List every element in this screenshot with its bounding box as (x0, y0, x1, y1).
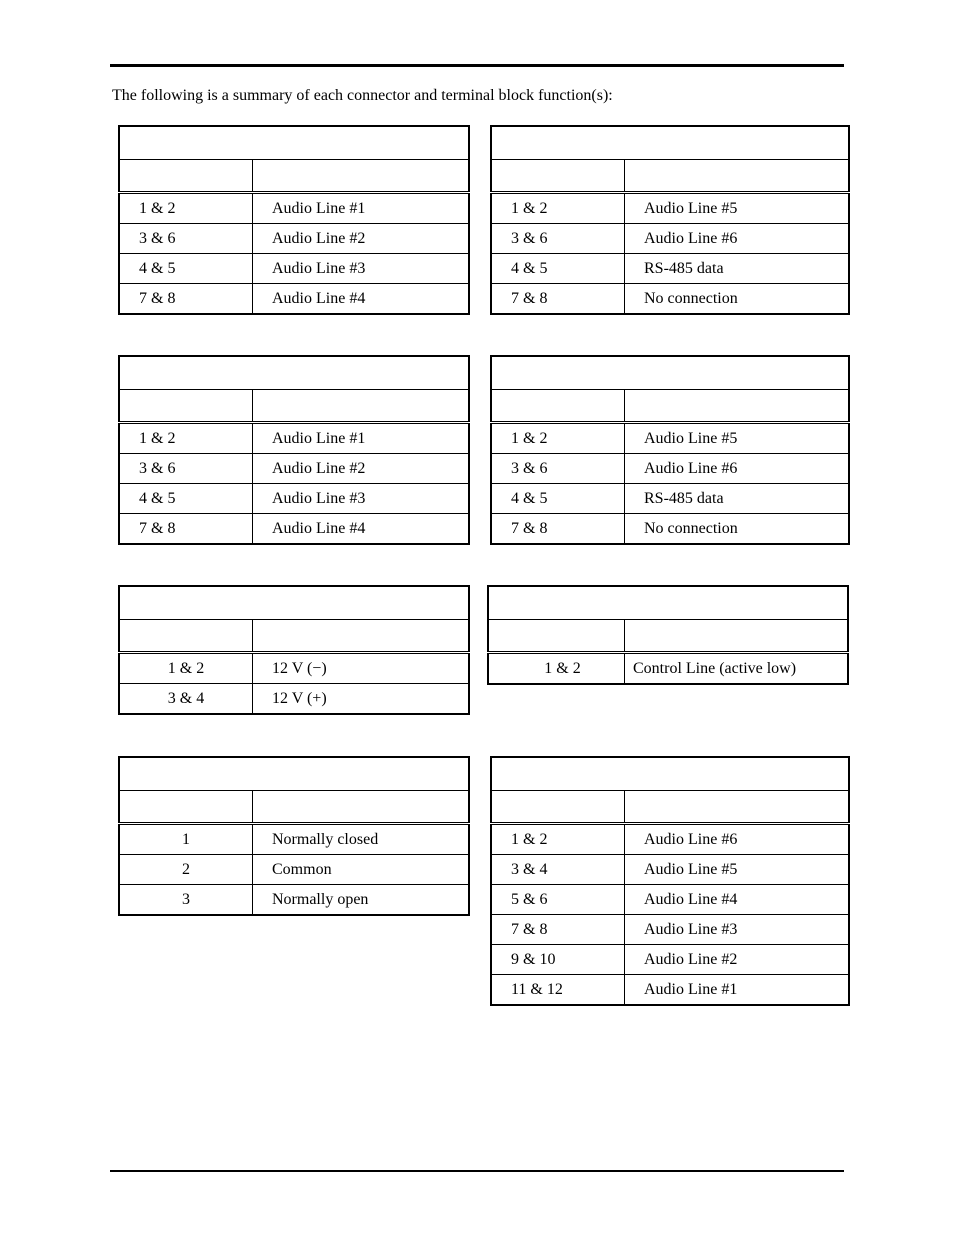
function-cell: RS-485 data (644, 489, 724, 507)
table-row (491, 824, 849, 855)
pin-cell: 1 (182, 830, 190, 848)
function-cell: Audio Line #2 (644, 950, 738, 968)
table-title (491, 757, 849, 791)
pin-cell: 4 & 5 (511, 489, 548, 507)
function-cell: Normally closed (272, 830, 379, 848)
table-row (491, 484, 849, 514)
table-row (491, 945, 849, 975)
pin-cell: 3 & 4 (511, 860, 548, 878)
table-row (488, 653, 848, 685)
column-header-function (253, 620, 470, 653)
table-title (491, 356, 849, 390)
intro-text: The following is a summary of each connector and terminal block function(s): (112, 87, 613, 104)
pin-cell: 7 & 8 (139, 289, 176, 307)
function-cell: Audio Line #2 (272, 459, 366, 477)
pin-cell: 4 & 5 (511, 259, 548, 277)
column-header-function (253, 791, 470, 824)
header-rule (110, 64, 844, 67)
function-cell: Normally open (272, 890, 369, 908)
pin-cell: 1 & 2 (511, 429, 548, 447)
pin-cell: 4 & 5 (139, 259, 176, 277)
table-title (491, 126, 849, 160)
function-cell: Audio Line #6 (644, 830, 738, 848)
column-header-pin (491, 791, 625, 824)
pin-cell: 7 & 8 (511, 519, 548, 537)
pin-cell: 1 & 2 (511, 199, 548, 217)
pin-cell: 2 (182, 860, 190, 878)
function-cell: Audio Line #5 (644, 860, 738, 878)
function-cell: Audio Line #5 (644, 429, 738, 447)
column-header-function (625, 620, 849, 653)
table-title (119, 757, 469, 791)
pin-cell: 1 & 2 (139, 429, 176, 447)
function-cell: Audio Line #6 (644, 229, 738, 247)
pin-cell: 3 & 6 (139, 459, 176, 477)
function-cell: Audio Line #3 (272, 489, 366, 507)
function-cell: Audio Line #1 (272, 199, 366, 217)
function-cell: 12 V (+) (272, 689, 327, 707)
table-row (119, 423, 469, 454)
table-title (488, 586, 848, 620)
table-row (119, 855, 469, 885)
table-row (119, 885, 469, 916)
table-title (119, 356, 469, 390)
pin-cell: 4 & 5 (139, 489, 176, 507)
pin-cell: 7 & 8 (139, 519, 176, 537)
pin-cell: 3 (182, 890, 190, 908)
function-cell: Audio Line #4 (272, 289, 366, 307)
column-header-pin (491, 390, 625, 423)
pin-cell: 3 & 6 (511, 229, 548, 247)
function-cell: Audio Line #4 (272, 519, 366, 537)
table-row (491, 224, 849, 254)
column-header-function (253, 390, 470, 423)
table-row (119, 454, 469, 484)
table-row (491, 855, 849, 885)
table-row (491, 254, 849, 284)
pinout-table-7 (118, 756, 470, 916)
table-row (491, 193, 849, 224)
function-cell: Control Line (active low) (633, 659, 797, 677)
table-row (491, 284, 849, 315)
table-title (119, 126, 469, 160)
table-title (119, 586, 469, 620)
table-row (491, 885, 849, 915)
column-header-pin (119, 791, 253, 824)
table-row (119, 484, 469, 514)
table-row (119, 193, 469, 224)
table-row (491, 423, 849, 454)
pinout-table-5 (118, 585, 470, 715)
pinout-table-1 (118, 125, 470, 315)
column-header-function (253, 160, 470, 193)
function-cell: Audio Line #5 (644, 199, 738, 217)
function-cell: Audio Line #3 (644, 920, 738, 938)
table-row (119, 224, 469, 254)
column-header-function (625, 791, 850, 824)
table-row (491, 454, 849, 484)
pin-cell: 1 & 2 (167, 659, 205, 677)
table-row (119, 514, 469, 545)
column-header-function (625, 390, 850, 423)
column-header-pin (488, 620, 625, 653)
pinout-table-6 (487, 585, 849, 685)
function-cell: Audio Line #4 (644, 890, 738, 908)
pin-cell: 1 & 2 (139, 199, 176, 217)
column-header-pin (119, 160, 253, 193)
pin-cell: 7 & 8 (511, 920, 548, 938)
table-row (119, 653, 469, 684)
pin-cell: 1 & 2 (511, 830, 548, 848)
column-header-pin (119, 620, 253, 653)
column-header-function (625, 160, 850, 193)
function-cell: No connection (644, 289, 738, 307)
table-row (491, 514, 849, 545)
pinout-table-4 (490, 355, 850, 545)
pin-cell: 11 & 12 (511, 980, 563, 998)
function-cell: Audio Line #2 (272, 229, 366, 247)
function-cell: No connection (644, 519, 738, 537)
pin-cell: 3 & 6 (511, 459, 548, 477)
function-cell: Audio Line #1 (272, 429, 366, 447)
column-header-pin (491, 160, 625, 193)
pinout-table-3 (118, 355, 470, 545)
table-row (119, 824, 469, 855)
function-cell: 12 V (−) (272, 659, 327, 677)
function-cell: Audio Line #3 (272, 259, 366, 277)
table-row (491, 915, 849, 945)
pin-cell: 3 & 4 (167, 689, 205, 707)
pinout-table-8 (490, 756, 850, 1006)
pin-cell: 3 & 6 (139, 229, 176, 247)
pin-cell: 7 & 8 (511, 289, 548, 307)
function-cell: Audio Line #1 (644, 980, 738, 998)
pinout-table-2 (490, 125, 850, 315)
footer-rule (110, 1170, 844, 1172)
column-header-pin (119, 390, 253, 423)
table-row (119, 284, 469, 315)
pin-cell: 9 & 10 (511, 950, 556, 968)
table-row (119, 684, 469, 715)
function-cell: Audio Line #6 (644, 459, 738, 477)
pin-cell: 1 & 2 (544, 659, 581, 677)
table-row (491, 975, 849, 1006)
table-row (119, 254, 469, 284)
function-cell: Common (272, 860, 332, 878)
pin-cell: 5 & 6 (511, 890, 548, 908)
function-cell: RS-485 data (644, 259, 724, 277)
